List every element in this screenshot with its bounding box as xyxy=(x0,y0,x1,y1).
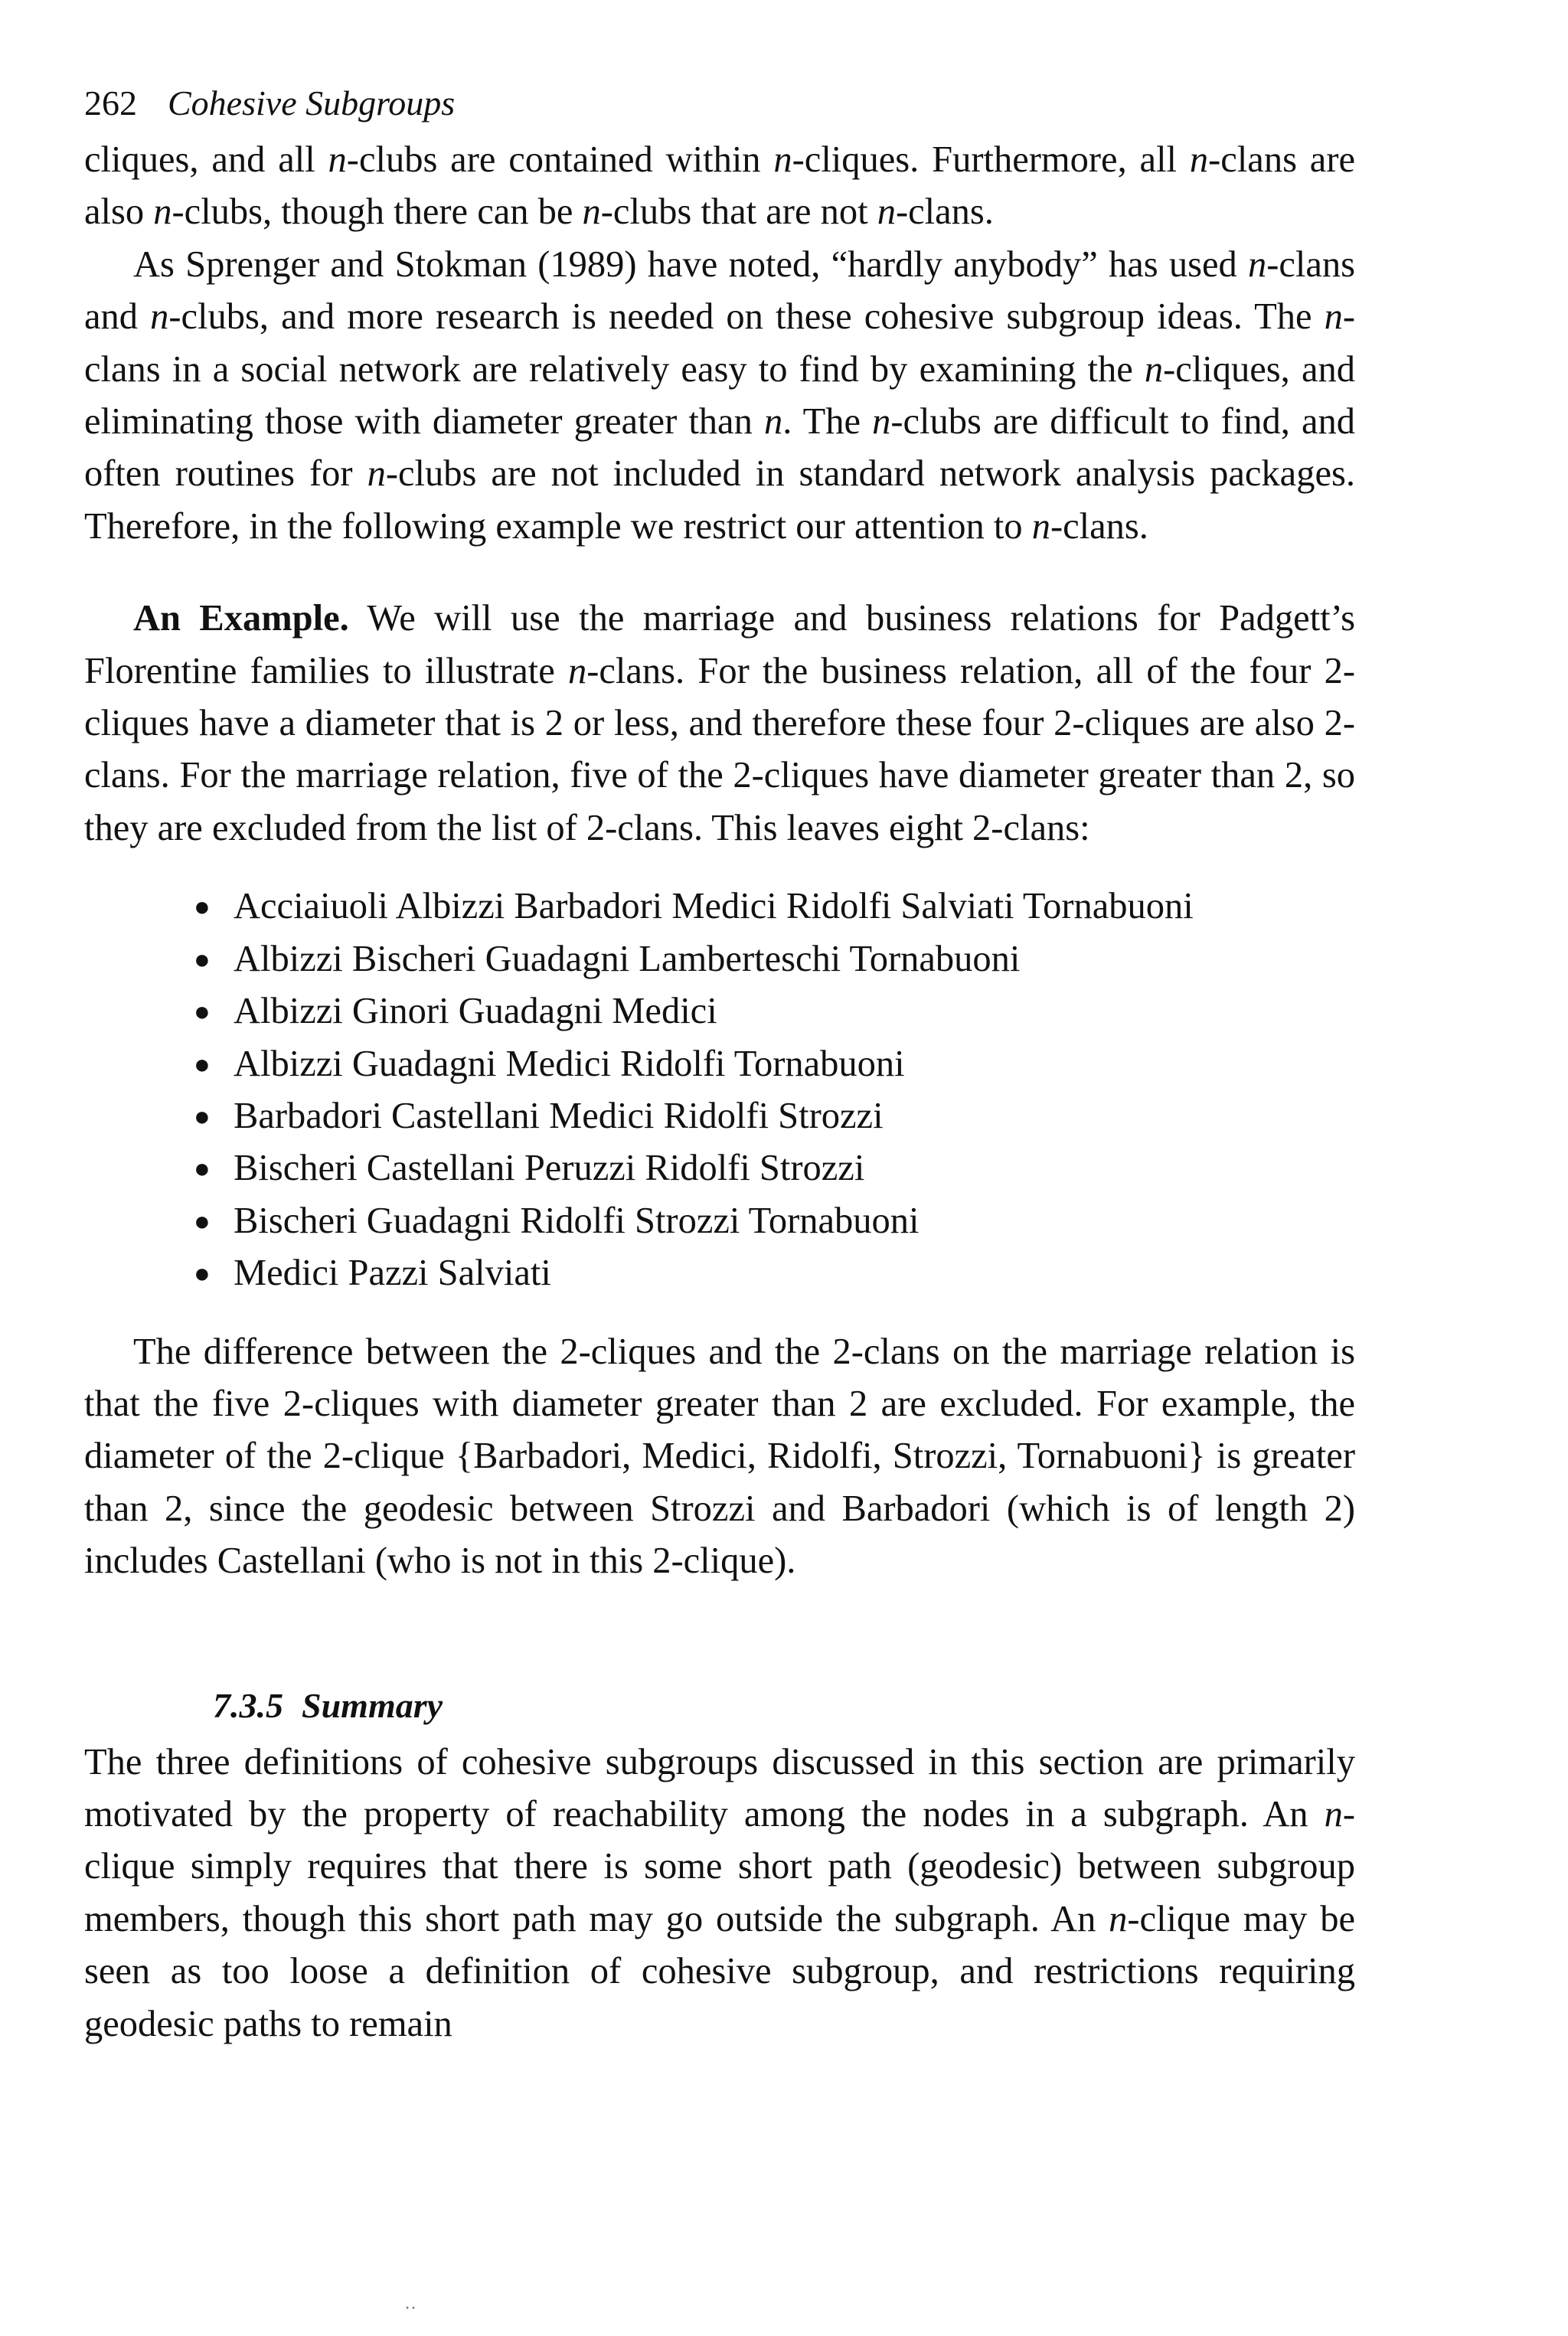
section-heading xyxy=(84,1680,1355,1732)
bullet-icon: ● xyxy=(194,1153,211,1184)
bullet-icon: ● xyxy=(194,1258,211,1289)
paragraph-continuation: cliques, and all n-clubs are contained within n-cliques. Furthermore, all n-clans are also n-clubs, though there can be n-clubs that are not n-clans. xyxy=(84,139,1355,233)
list-item: ● Albizzi Ginori Guadagni Medici xyxy=(84,985,1355,1037)
list-item: ● Albizzi Bischeri Guadagni Lamberteschi Tornabuoni xyxy=(84,933,1355,985)
bullet-icon: ● xyxy=(194,1048,211,1080)
section-title: Summary xyxy=(302,1685,443,1725)
bullet-icon: ● xyxy=(194,943,211,975)
section-number: 7.3.5 xyxy=(213,1685,283,1725)
bullet-icon: ● xyxy=(194,1100,211,1132)
list-item: ● Barbadori Castellani Medici Ridolfi Strozzi xyxy=(84,1090,1355,1142)
paragraph-summary: The three definitions of cohesive subgroups discussed in this section are primarily motivated by the property of reachability among the nodes in a subgraph. An n-clique simply requires that there is some short path (geodesic) between subgroup members, though this short path may go outside the subgraph. An n-clique may be seen as too loose a definition of cohesive subgroup, and restrictions requiring geodesic paths to remain xyxy=(84,1741,1355,2044)
list-item: ● Medici Pazzi Salviati xyxy=(84,1247,1355,1299)
running-head xyxy=(84,73,1355,134)
paragraph-difference: The difference between the 2-cliques and the 2-clans on the marriage relation is that the five 2-cliques with diameter greater than 2 are excluded. For example, the diameter of the 2-clique {Barbadori, Medici, Ridolfi, Strozzi, Tornabuoni} is greater than 2, since the geodesic between Strozzi and Barbadori (which is of length 2) includes Castellani (who is not in this 2-clique). xyxy=(84,1331,1355,1582)
list-item: ● Albizzi Guadagni Medici Ridolfi Tornabuoni xyxy=(84,1038,1355,1090)
list-item: ● Acciaiuoli Albizzi Barbadori Medici Ridolfi Salviati Tornabuoni xyxy=(84,880,1355,933)
bullet-icon: ● xyxy=(194,996,211,1028)
footer-mark: ·· xyxy=(404,2298,416,2318)
bullet-icon: ● xyxy=(194,1205,211,1237)
page-number: 262 xyxy=(84,83,137,123)
running-title: Cohesive Subgroups xyxy=(168,83,456,123)
book-page xyxy=(84,73,1355,2050)
paragraph-sprenger-stokman: As Sprenger and Stokman (1989) have noted, “hardly anybody” has used n-clans and n-clubs, and more research is needed on these cohesive subgroup ideas. The n-clans in a social network are relatively easy to find by examining the n-cliques, and eliminating those with diameter greater than n. The n-clubs are difficult to find, and often routines for n-clubs are not included in standard network analysis packages. Therefore, in the following example we restrict our attention to n-clans. xyxy=(84,243,1356,547)
clan-list xyxy=(84,880,1355,1299)
list-item: ● Bischeri Castellani Peruzzi Ridolfi Strozzi xyxy=(84,1142,1355,1194)
bullet-icon: ● xyxy=(194,891,211,923)
list-item: ● Bischeri Guadagni Ridolfi Strozzi Tornabuoni xyxy=(84,1195,1355,1247)
example-heading: An Example. xyxy=(133,598,349,639)
paragraph-example: An Example. We will use the marriage and business relations for Padgett’s Florentine families to illustrate n-clans. For the business relation, all of the four 2-cliques have a diameter that is 2 or less, and therefore these four 2-cliques are also 2-clans. For the marriage relation, five of the 2-cliques have diameter greater than 2, so they are excluded from the list of 2-clans. This leaves eight 2-clans: xyxy=(84,598,1355,848)
